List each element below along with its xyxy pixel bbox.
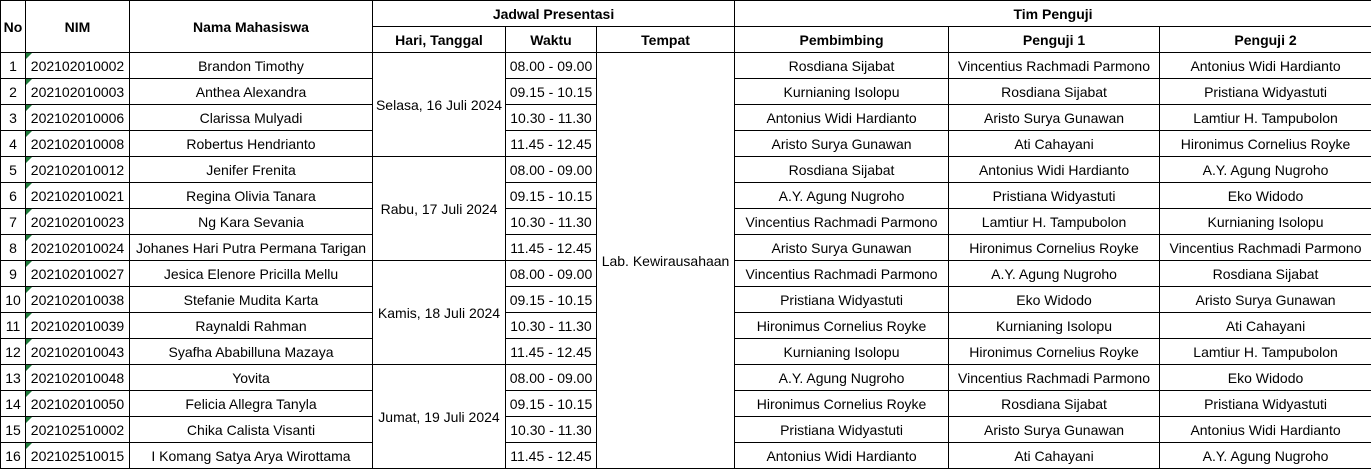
cell-nim[interactable]: 202102010008 xyxy=(26,131,130,157)
cell-waktu[interactable]: 09.15 - 10.15 xyxy=(506,79,597,105)
cell-no[interactable]: 16 xyxy=(1,443,26,469)
cell-tempat[interactable]: Lab. Kewirausahaan xyxy=(597,53,735,469)
cell-penguji-2[interactable]: Eko Widodo xyxy=(1160,365,1371,391)
cell-nama[interactable]: Brandon Timothy xyxy=(130,53,373,79)
cell-nama[interactable]: Felicia Allegra Tanyla xyxy=(130,391,373,417)
cell-no[interactable]: 2 xyxy=(1,79,26,105)
cell-no[interactable]: 10 xyxy=(1,287,26,313)
cell-penguji-2[interactable]: Rosdiana Sijabat xyxy=(1160,261,1371,287)
cell-nim[interactable]: 202102010002 xyxy=(26,53,130,79)
cell-nama[interactable]: I Komang Satya Arya Wirottama xyxy=(130,443,373,469)
cell-nim[interactable]: 202102010012 xyxy=(26,157,130,183)
cell-nim[interactable]: 202102010021 xyxy=(26,183,130,209)
cell-no[interactable]: 15 xyxy=(1,417,26,443)
cell-nama[interactable]: Ng Kara Sevania xyxy=(130,209,373,235)
cell-penguji-2[interactable]: Kurnianing Isolopu xyxy=(1160,209,1371,235)
header-tim-penguji: Tim Penguji xyxy=(735,1,1371,27)
cell-waktu[interactable]: 08.00 - 09.00 xyxy=(506,157,597,183)
cell-waktu[interactable]: 09.15 - 10.15 xyxy=(506,287,597,313)
cell-penguji-1[interactable]: Antonius Widi Hardianto xyxy=(949,157,1160,183)
cell-no[interactable]: 12 xyxy=(1,339,26,365)
cell-nama[interactable]: Raynaldi Rahman xyxy=(130,313,373,339)
cell-penguji-1[interactable]: Kurnianing Isolopu xyxy=(949,313,1160,339)
cell-waktu[interactable]: 08.00 - 09.00 xyxy=(506,365,597,391)
cell-penguji-1[interactable]: A.Y. Agung Nugroho xyxy=(949,261,1160,287)
cell-nim[interactable]: 202102510002 xyxy=(26,417,130,443)
cell-hari-tanggal[interactable]: Selasa, 16 Juli 2024 xyxy=(373,53,506,157)
header-nim: NIM xyxy=(26,1,130,53)
cell-no[interactable]: 7 xyxy=(1,209,26,235)
cell-nama[interactable]: Stefanie Mudita Karta xyxy=(130,287,373,313)
cell-nama[interactable]: Jenifer Frenita xyxy=(130,157,373,183)
cell-no[interactable]: 13 xyxy=(1,365,26,391)
header-hari: Hari, Tanggal xyxy=(373,27,506,53)
cell-penguji-2[interactable]: Eko Widodo xyxy=(1160,183,1371,209)
cell-nim[interactable]: 202102010038 xyxy=(26,287,130,313)
cell-pembimbing[interactable]: Hironimus Cornelius Royke xyxy=(735,391,949,417)
cell-pembimbing[interactable]: Kurnianing Isolopu xyxy=(735,339,949,365)
header-nama: Nama Mahasiswa xyxy=(130,1,373,53)
cell-waktu[interactable]: 10.30 - 11.30 xyxy=(506,209,597,235)
cell-no[interactable]: 14 xyxy=(1,391,26,417)
table-body xyxy=(1,53,1371,469)
cell-penguji-1[interactable]: Rosdiana Sijabat xyxy=(949,79,1160,105)
cell-penguji-2[interactable]: Antonius Widi Hardianto xyxy=(1160,417,1371,443)
cell-pembimbing[interactable]: Antonius Widi Hardianto xyxy=(735,105,949,131)
cell-no[interactable]: 8 xyxy=(1,235,26,261)
cell-waktu[interactable]: 08.00 - 09.00 xyxy=(506,53,597,79)
cell-nim[interactable]: 202102010050 xyxy=(26,391,130,417)
cell-nim[interactable]: 202102510015 xyxy=(26,443,130,469)
cell-penguji-1[interactable]: Aristo Surya Gunawan xyxy=(949,105,1160,131)
cell-pembimbing[interactable]: Aristo Surya Gunawan xyxy=(735,235,949,261)
cell-nim[interactable]: 202102010039 xyxy=(26,313,130,339)
cell-no[interactable]: 3 xyxy=(1,105,26,131)
cell-pembimbing[interactable]: Antonius Widi Hardianto xyxy=(735,443,949,469)
cell-penguji-1[interactable]: Eko Widodo xyxy=(949,287,1160,313)
cell-waktu[interactable]: 11.45 - 12.45 xyxy=(506,131,597,157)
cell-pembimbing[interactable]: A.Y. Agung Nugroho xyxy=(735,183,949,209)
cell-nama[interactable]: Regina Olivia Tanara xyxy=(130,183,373,209)
cell-waktu[interactable]: 08.00 - 09.00 xyxy=(506,261,597,287)
cell-no[interactable]: 5 xyxy=(1,157,26,183)
cell-penguji-1[interactable]: Aristo Surya Gunawan xyxy=(949,417,1160,443)
cell-penguji-2[interactable]: A.Y. Agung Nugroho xyxy=(1160,157,1371,183)
cell-nama[interactable]: Anthea Alexandra xyxy=(130,79,373,105)
cell-penguji-2[interactable]: Aristo Surya Gunawan xyxy=(1160,287,1371,313)
cell-pembimbing[interactable]: Rosdiana Sijabat xyxy=(735,53,949,79)
cell-nim[interactable]: 202102010006 xyxy=(26,105,130,131)
cell-no[interactable]: 4 xyxy=(1,131,26,157)
cell-penguji-2[interactable]: Lamtiur H. Tampubolon xyxy=(1160,105,1371,131)
cell-penguji-2[interactable]: Antonius Widi Hardianto xyxy=(1160,53,1371,79)
cell-penguji-2[interactable]: Hironimus Cornelius Royke xyxy=(1160,131,1371,157)
cell-waktu[interactable]: 10.30 - 11.30 xyxy=(506,313,597,339)
cell-penguji-2[interactable]: A.Y. Agung Nugroho xyxy=(1160,443,1371,469)
header-no: No xyxy=(1,1,26,53)
cell-waktu[interactable]: 11.45 - 12.45 xyxy=(506,235,597,261)
cell-penguji-2[interactable]: Pristiana Widyastuti xyxy=(1160,391,1371,417)
cell-waktu[interactable]: 11.45 - 12.45 xyxy=(506,443,597,469)
cell-pembimbing[interactable]: A.Y. Agung Nugroho xyxy=(735,365,949,391)
cell-penguji-1[interactable]: Vincentius Rachmadi Parmono xyxy=(949,365,1160,391)
cell-nim[interactable]: 202102010003 xyxy=(26,79,130,105)
cell-hari-tanggal[interactable]: Jumat, 19 Juli 2024 xyxy=(373,365,506,469)
cell-nama[interactable]: Johanes Hari Putra Permana Tarigan xyxy=(130,235,373,261)
cell-nim[interactable]: 202102010048 xyxy=(26,365,130,391)
cell-penguji-1[interactable]: Hironimus Cornelius Royke xyxy=(949,339,1160,365)
cell-pembimbing[interactable]: Kurnianing Isolopu xyxy=(735,79,949,105)
cell-nama[interactable]: Robertus Hendrianto xyxy=(130,131,373,157)
cell-no[interactable]: 11 xyxy=(1,313,26,339)
cell-waktu[interactable]: 11.45 - 12.45 xyxy=(506,339,597,365)
cell-nim[interactable]: 202102010027 xyxy=(26,261,130,287)
cell-hari-tanggal[interactable]: Kamis, 18 Juli 2024 xyxy=(373,261,506,365)
cell-pembimbing[interactable]: Rosdiana Sijabat xyxy=(735,157,949,183)
header-penguji-2: Penguji 2 xyxy=(1160,27,1371,53)
cell-waktu[interactable]: 09.15 - 10.15 xyxy=(506,183,597,209)
cell-penguji-1[interactable]: Ati Cahayani xyxy=(949,131,1160,157)
cell-penguji-2[interactable]: Lamtiur H. Tampubolon xyxy=(1160,339,1371,365)
cell-penguji-2[interactable]: Ati Cahayani xyxy=(1160,313,1371,339)
cell-no[interactable]: 9 xyxy=(1,261,26,287)
cell-penguji-1[interactable]: Vincentius Rachmadi Parmono xyxy=(949,53,1160,79)
cell-penguji-1[interactable]: Rosdiana Sijabat xyxy=(949,391,1160,417)
header-jadwal: Jadwal Presentasi xyxy=(373,1,735,27)
cell-pembimbing[interactable]: Hironimus Cornelius Royke xyxy=(735,313,949,339)
cell-pembimbing[interactable]: Pristiana Widyastuti xyxy=(735,417,949,443)
cell-waktu[interactable]: 10.30 - 11.30 xyxy=(506,417,597,443)
cell-pembimbing[interactable]: Pristiana Widyastuti xyxy=(735,287,949,313)
cell-nim[interactable]: 202102010024 xyxy=(26,235,130,261)
header-waktu: Waktu xyxy=(506,27,597,53)
table-row xyxy=(1,53,1371,79)
cell-penguji-2[interactable]: Vincentius Rachmadi Parmono xyxy=(1160,235,1371,261)
cell-pembimbing[interactable]: Vincentius Rachmadi Parmono xyxy=(735,261,949,287)
cell-nama[interactable]: Clarissa Mulyadi xyxy=(130,105,373,131)
cell-penguji-1[interactable]: Lamtiur H. Tampubolon xyxy=(949,209,1160,235)
cell-nama[interactable]: Chika Calista Visanti xyxy=(130,417,373,443)
cell-penguji-1[interactable]: Pristiana Widyastuti xyxy=(949,183,1160,209)
cell-penguji-1[interactable]: Ati Cahayani xyxy=(949,443,1160,469)
cell-no[interactable]: 1 xyxy=(1,53,26,79)
cell-no[interactable]: 6 xyxy=(1,183,26,209)
cell-pembimbing[interactable]: Aristo Surya Gunawan xyxy=(735,131,949,157)
cell-waktu[interactable]: 09.15 - 10.15 xyxy=(506,391,597,417)
header-tempat: Tempat xyxy=(597,27,735,53)
cell-hari-tanggal[interactable]: Rabu, 17 Juli 2024 xyxy=(373,157,506,261)
cell-pembimbing[interactable]: Vincentius Rachmadi Parmono xyxy=(735,209,949,235)
cell-waktu[interactable]: 10.30 - 11.30 xyxy=(506,105,597,131)
cell-nim[interactable]: 202102010043 xyxy=(26,339,130,365)
header-pembimbing: Pembimbing xyxy=(735,27,949,53)
cell-nama[interactable]: Yovita xyxy=(130,365,373,391)
header-penguji-1: Penguji 1 xyxy=(949,27,1160,53)
cell-nama[interactable]: Jesica Elenore Pricilla Mellu xyxy=(130,261,373,287)
cell-penguji-2[interactable]: Pristiana Widyastuti xyxy=(1160,79,1371,105)
cell-nim[interactable]: 202102010023 xyxy=(26,209,130,235)
cell-nama[interactable]: Syafha Ababilluna Mazaya xyxy=(130,339,373,365)
cell-penguji-1[interactable]: Hironimus Cornelius Royke xyxy=(949,235,1160,261)
header-row-1 xyxy=(1,1,1371,27)
